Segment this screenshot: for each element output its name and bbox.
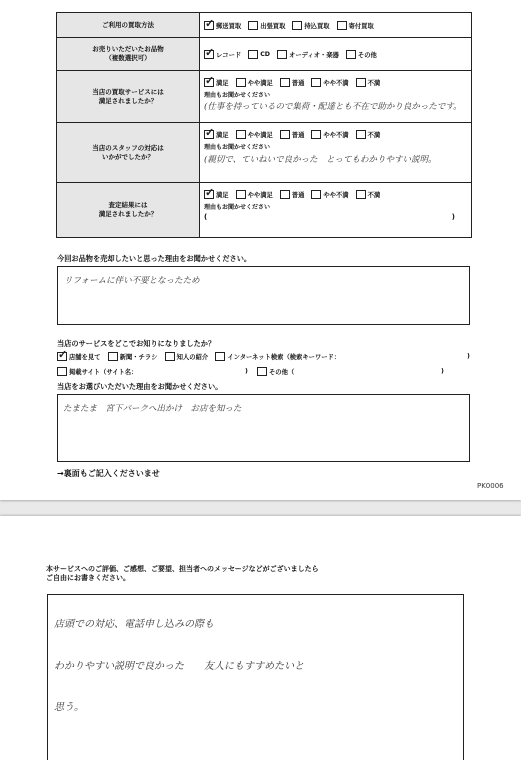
checkbox[interactable] [57, 367, 67, 376]
checkbox[interactable] [236, 190, 246, 199]
option-neutral[interactable]: 普通 [280, 78, 305, 87]
row-label: 査定結果には 満足されましたか？ [57, 183, 200, 237]
survey-table [56, 12, 472, 238]
checkbox[interactable] [108, 352, 118, 361]
answer-sell-reason: リフォームに伴い不要となったため [64, 276, 200, 286]
reason-label: 理由もお聞かせください [204, 144, 271, 151]
options [200, 38, 471, 70]
back-side-note: →裏面もご記入くださいませ [57, 469, 160, 478]
option-somewhat-satisfied[interactable]: やや満足 [236, 130, 273, 139]
option-saw-store[interactable]: ✓ 店舗を見て [57, 352, 100, 361]
reason-label: 理由もお聞かせください [204, 92, 271, 99]
checkbox[interactable] [215, 352, 225, 361]
row-label: ご利用の買取方法 [57, 13, 200, 37]
checkbox[interactable] [311, 78, 321, 87]
row-service-satisfaction [57, 71, 471, 123]
checkbox[interactable] [165, 352, 175, 361]
option-listing-site[interactable]: 掲載サイト（サイト名： [57, 367, 137, 376]
checkbox[interactable] [204, 78, 214, 87]
checkbox[interactable] [292, 21, 302, 30]
checkbox[interactable] [356, 130, 366, 139]
row-label: 当店のスタッフの対応は いかがでしたか？ [57, 123, 200, 182]
message-intro: 本サービスへのご評価、ご感想、ご要望、担当者へのメッセージなどがございましたら ご自由にお書きください。 [46, 565, 319, 583]
option-mail-purchase[interactable]: ✓ 郵送買取 [204, 21, 241, 30]
option-dissatisfied[interactable]: 不満 [356, 78, 381, 87]
checkbox[interactable] [204, 130, 214, 139]
row-assessment-satisfaction [57, 183, 471, 237]
answer-box-why-chose[interactable] [57, 394, 470, 462]
checkbox[interactable] [346, 50, 356, 59]
option-somewhat-dissatisfied[interactable]: やや不満 [311, 78, 348, 87]
checkbox[interactable] [356, 78, 366, 87]
reason-label: 理由もお聞かせください [204, 204, 271, 211]
checkbox[interactable] [280, 130, 290, 139]
checkbox[interactable] [57, 352, 67, 361]
checkbox[interactable] [236, 78, 246, 87]
checkbox[interactable] [204, 21, 214, 30]
options [200, 71, 471, 122]
message-line-1: 店頭での対応、電話申し込みの際も [54, 619, 214, 630]
option-referral[interactable]: 知人の紹介 [165, 352, 208, 361]
reason-answer: (親切で、ていねいで良かった とってもわかりやすい説明。 [204, 155, 437, 165]
checkbox[interactable] [280, 78, 290, 87]
row-label: 当店の買取サービスには 満足されましたか？ [57, 71, 200, 122]
checkbox[interactable] [204, 50, 214, 59]
option-satisfied[interactable]: ✓ 満足 [204, 130, 229, 139]
option-bring-in-purchase[interactable]: 持込買取 [292, 21, 329, 30]
question-how-know: 当店のサービスをどこでお知りになりましたか？ [57, 339, 216, 348]
option-record[interactable]: ✓ レコード [204, 50, 241, 59]
message-box[interactable] [47, 594, 464, 760]
option-dissatisfied[interactable]: 不満 [356, 130, 381, 139]
option-somewhat-dissatisfied[interactable]: やや不満 [311, 190, 348, 199]
question-sell-reason: 今回お品物を売却したいと思った理由をお聞かせください。 [57, 254, 252, 263]
answer-box-sell-reason[interactable] [57, 266, 470, 325]
reason-answer-field[interactable]: ( ) [204, 213, 455, 221]
option-visit-purchase[interactable]: 出張買取 [248, 21, 285, 30]
checkbox[interactable] [280, 190, 290, 199]
checkbox[interactable] [204, 190, 214, 199]
option-somewhat-dissatisfied[interactable]: やや不満 [311, 130, 348, 139]
answer-why-chose: たまたま 宮下パークへ出かけ お店を知った [63, 404, 242, 414]
checkbox[interactable] [337, 21, 347, 30]
message-line-2: わかりやすい説明で良かった 友人にもすすめたいと [54, 661, 305, 672]
option-dissatisfied[interactable]: 不満 [356, 190, 381, 199]
option-newspaper-flyer[interactable]: 新聞・チラシ [108, 352, 158, 361]
message-line-3: 思う。 [54, 702, 84, 713]
checkbox[interactable] [356, 190, 366, 199]
option-neutral[interactable]: 普通 [280, 130, 305, 139]
option-audio-instrument[interactable]: オーディオ・楽器 [277, 50, 339, 59]
row-item-type [57, 38, 471, 71]
form-page-back [0, 516, 521, 760]
option-cd[interactable]: CD [248, 50, 270, 59]
options [200, 123, 471, 182]
row-label: お売りいただいたお品物 （複数選択可） [57, 38, 200, 70]
option-other[interactable]: その他（ [257, 367, 294, 376]
row-staff-satisfaction [57, 123, 471, 183]
question-why-chose: 当店をお選びいただいた理由をお聞かせください。 [57, 382, 223, 391]
option-other[interactable]: その他 [346, 50, 377, 59]
options [200, 13, 471, 37]
reason-answer: (仕事を持っているので集荷・配達とも不在で助かり良かったです。 [204, 102, 462, 112]
option-somewhat-satisfied[interactable]: やや満足 [236, 190, 273, 199]
row-purchase-method [57, 13, 471, 38]
option-somewhat-satisfied[interactable]: やや満足 [236, 78, 273, 87]
form-code: PK0006 [477, 482, 504, 490]
checkbox[interactable] [257, 367, 267, 376]
checkbox[interactable] [311, 190, 321, 199]
option-satisfied[interactable]: ✓ 満足 [204, 190, 229, 199]
option-donation-purchase[interactable]: 寄付買取 [337, 21, 374, 30]
options [200, 183, 471, 237]
checkbox[interactable] [277, 50, 287, 59]
checkbox[interactable] [248, 21, 258, 30]
option-internet-search[interactable]: インターネット検索（検索キーワード： [215, 352, 340, 361]
how-know-options-line1: ✓ 店舗を見て 新聞・チラシ 知人の紹介 インターネット検索（検索キーワード： ) [57, 352, 470, 363]
checkbox[interactable] [311, 130, 321, 139]
how-know-options-line2: 掲載サイト（サイト名： ) その他（ ) [57, 367, 470, 378]
option-neutral[interactable]: 普通 [280, 190, 305, 199]
option-satisfied[interactable]: ✓ 満足 [204, 78, 229, 87]
checkbox[interactable] [248, 50, 258, 59]
checkbox[interactable] [236, 130, 246, 139]
